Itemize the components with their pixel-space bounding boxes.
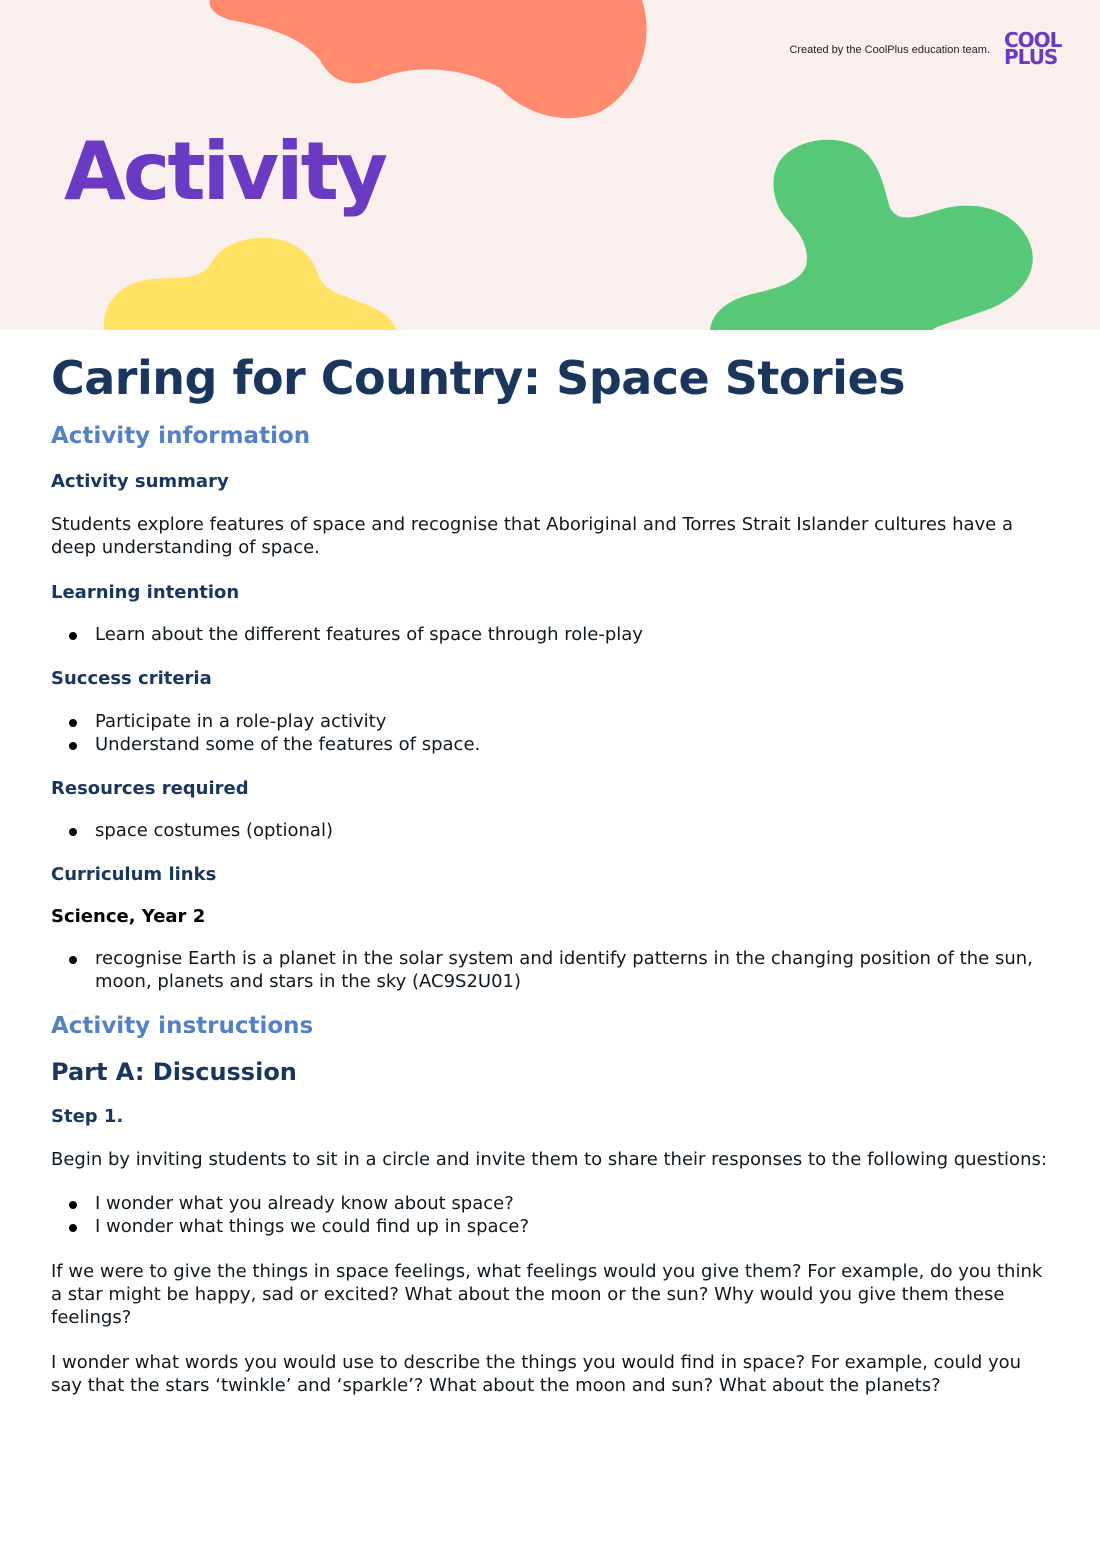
summary-heading: Activity summary — [51, 471, 229, 492]
page-title: Caring for Country: Space Stories — [51, 351, 906, 405]
step-1-heading: Step 1. — [51, 1106, 124, 1127]
curriculum-subheading: Science, Year 2 — [51, 906, 206, 927]
activity-information-heading: Activity information — [51, 423, 311, 449]
logo-line-1: COOL — [1004, 28, 1062, 52]
words-paragraph: I wonder what words you would use to describe the things you would find in space? For example, could you say that the stars ‘twinkle’ and ‘sparkle’? What about the moon and sun? What about the planets? — [51, 1352, 1022, 1396]
hero-heading: Activity — [64, 125, 385, 218]
curriculum-list — [51, 947, 1051, 993]
curriculum-links-heading: Curriculum links — [51, 864, 217, 885]
learning-intention-heading: Learning intention — [51, 582, 240, 603]
list-item: I wonder what things we could find up in space? — [95, 1215, 1051, 1238]
header-banner — [0, 0, 1100, 330]
success-criteria-list — [51, 710, 1051, 756]
orange-blob — [210, 0, 647, 118]
list-item: Participate in a role-play activity — [95, 710, 1051, 733]
activity-instructions-heading: Activity instructions — [51, 1013, 314, 1039]
feelings-paragraph: If we were to give the things in space feelings, what feelings would you give them? For example, do you think a star might be happy, sad or excited? What about the moon or the sun? Why would you give them these feelings? — [51, 1261, 1043, 1328]
part-a-heading: Part A: Discussion — [51, 1058, 297, 1086]
resources-heading: Resources required — [51, 778, 249, 799]
step-1-text: Begin by inviting students to sit in a circle and invite them to share their responses to the following questions: — [51, 1149, 1047, 1170]
credit-text: Created by the CoolPlus education team. — [789, 44, 990, 56]
yellow-blob — [104, 238, 396, 330]
success-criteria-heading: Success criteria — [51, 668, 212, 689]
questions-list — [51, 1192, 1051, 1238]
list-item: Learn about the different features of space through role-play — [95, 623, 1051, 646]
summary-text: Students explore features of space and recognise that Aboriginal and Torres Strait Islander cultures have a deep understanding of space. — [51, 514, 1013, 558]
list-item: Understand some of the features of space. — [95, 733, 1051, 756]
learning-intention-list — [51, 623, 1051, 646]
coolplus-logo — [1004, 28, 1068, 69]
list-item: recognise Earth is a planet in the solar system and identify patterns in the changing position of the sun, moon, planets and stars in the sky (AC9S2U01) — [95, 947, 1051, 993]
list-item: space costumes (optional) — [95, 819, 1051, 842]
document-body — [51, 345, 1051, 1397]
resources-list — [51, 819, 1051, 842]
logo-line-2: PLUS — [1004, 45, 1058, 69]
green-blob — [710, 140, 1033, 330]
list-item: I wonder what you already know about space? — [95, 1192, 1051, 1215]
